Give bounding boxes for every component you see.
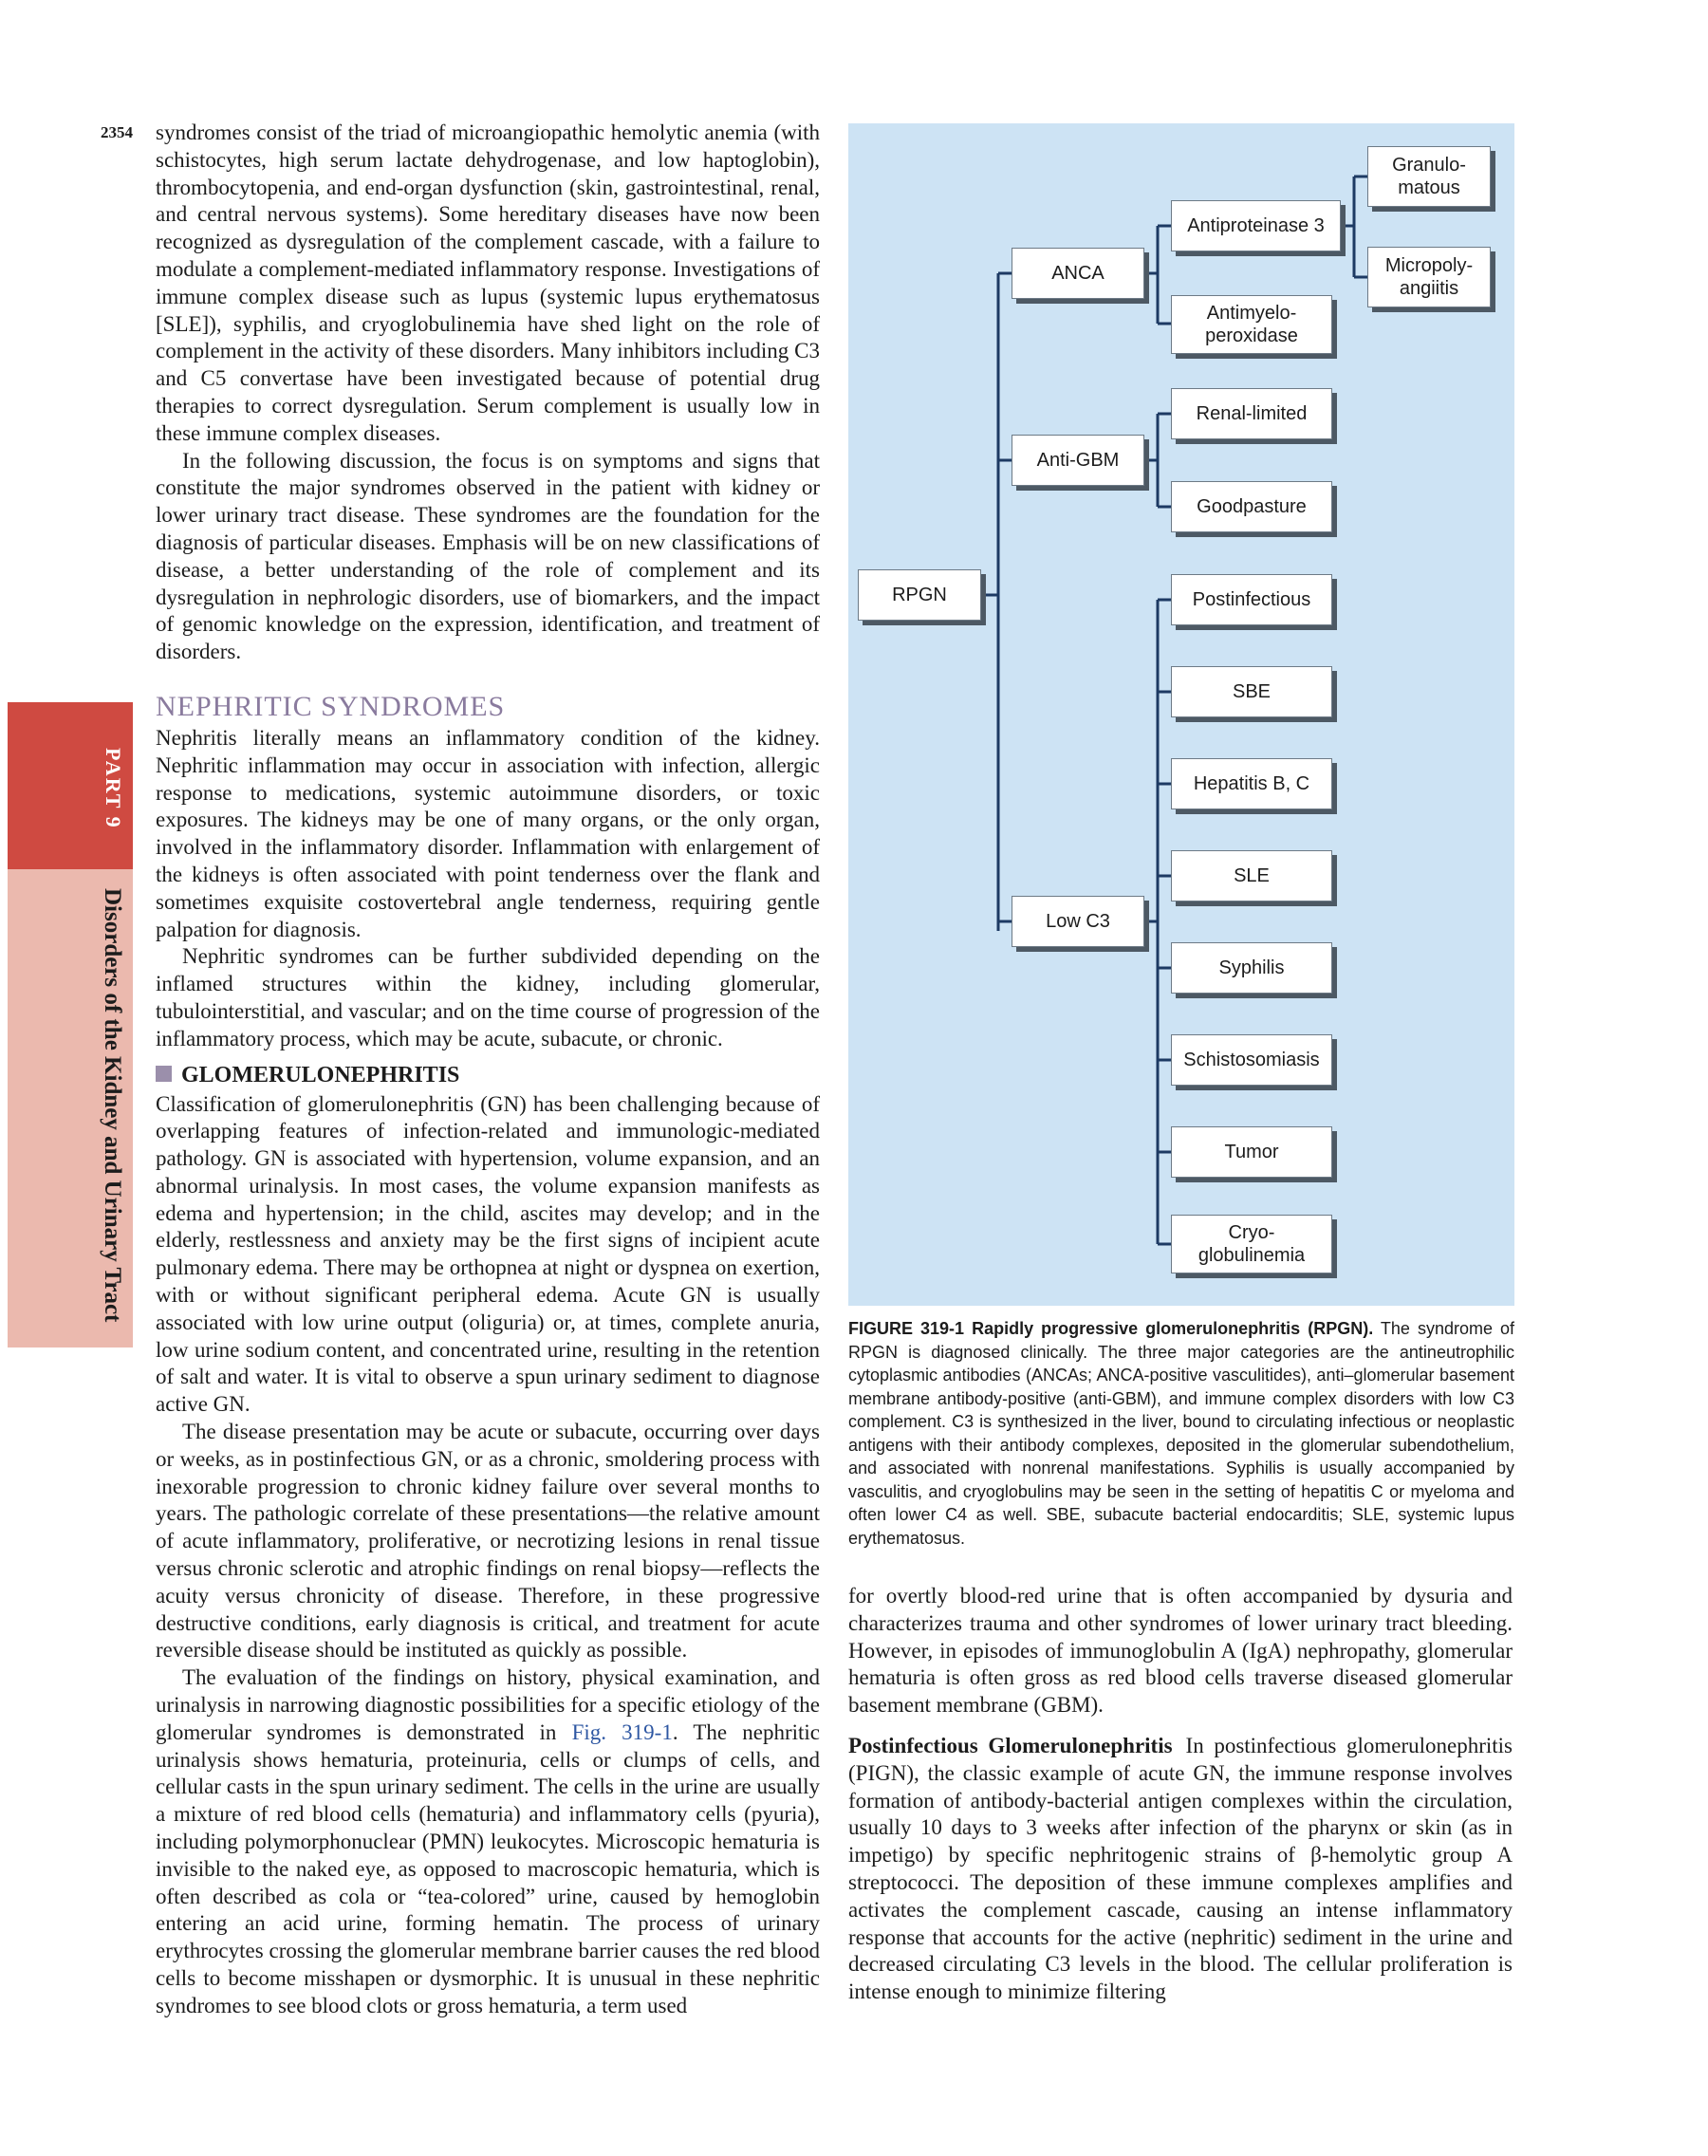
node-antimyeloperoxidase: Antimyelo- peroxidase [1171,295,1332,354]
intro-paragraph: syndromes consist of the triad of microangiopathic hemolytic anemia (with schistocytes, high serum lactate dehydrogenase, and low haptoglobin), thrombocytopenia, and end-organ dysfunction (skin, gastrointestinal, renal, and central nervous systems). Some hereditary diseases have now been recognized as dysregulation of the complement cascade, with a failure to modulate a complement-mediated inflammatory response. Investigations of immune complex disease such as lupus (systemic lupus erythematosus [SLE]), syphilis, and cryoglobulinemia have shed light on the role of complement in the activity of these disorders. Many inhibitors including C3 and C5 convertase have been investigated because of potential drug therapies to correct dysregulation. Serum complement is usually low in these immune complex diseases. [156,121,820,445]
gn-subheading-text: GLOMERULONEPHRITIS [181,1062,460,1087]
right-column [848,1583,1513,2006]
connector-antigbm [1144,414,1171,507]
left-column [156,120,820,2020]
node-anti-gbm: Anti-GBM [1012,435,1144,486]
side-tab [8,702,133,1348]
figure-caption [848,1317,1514,1550]
gn-paragraph-3 [156,1664,820,2019]
discussion-paragraph: In the following discussion, the focus is on symptoms and signs that constitute the major syndromes observed in the patient with kidney or lower urinary tract disease. These syndromes are the foundation for the diagnosis of particular diseases. Emphasis will be on new classifications of disease, a better understanding of the role of complement and its dysregulation in nephrologic disorders, use of biomarkers, and the impact of genomic knowledge on the expression, identification, and treatment of disorders. [156,448,820,664]
section-heading: NEPHRITIC SYNDROMES [156,690,506,722]
node-rpgn: RPGN [858,569,981,621]
figure-link[interactable]: Fig. 319-1 [571,1719,673,1744]
node-tumor: Tumor [1171,1126,1332,1178]
pign-text: In postinfectious glomerulonephritis (PIGN), the classic example of acute GN, the immune response involves formation of antibody-bacterial antigen complexes within the circulation, usually 10 days to 3 weeks after infection of the pharynx or skin (as in impetigo) by specific nephritogenic strains of β-hemolytic group A streptococci. The deposition of these immune complexes amplifies and activates the complement cascade, causing an intense inflammatory response that accounts for the active (nephritic) sediment in the urine and decreased circulating C3 levels in the blood. The cellular proliferation is intense enough to minimize filtering [848,1733,1513,2004]
gn-subheading [156,1061,820,1089]
connector-lowc3 [1144,600,1171,1244]
node-sbe: SBE [1171,666,1332,717]
connector-root [981,273,1012,931]
pign-paragraph [848,1733,1513,2006]
connector-antiproteinase [1341,177,1367,277]
node-sle: SLE [1171,850,1332,901]
side-tab-part-label: PART 9 [102,748,125,829]
node-low-c3: Low C3 [1012,896,1144,947]
figure-caption-label: FIGURE 319-1 Rapidly progressive glomerulonephritis (RPGN). [848,1319,1374,1338]
figure-caption-text: The syndrome of RPGN is diagnosed clinically. The three major categories are the antineutrophilic cytoplasmic antibodies (ANCAs; ANCA-positive vasculitides), anti–glomerular basement membrane antibody-positive (anti-GBM), and immune complex disorders with low C3 complement. C3 is synthesized in the liver, bound to circulating infectious or neoplastic antigens with their antibody complexes, deposited in the glomerular subendothelium, and associated with nonrenal manifestations. Syphilis is usually accompanied by vasculitis, and cryoglobulins may be seen in the setting of hepatitis C or myeloma and often lower C4 as well. SBE, subacute bacterial endocarditis; SLE, systemic lupus erythematosus. [848,1319,1514,1548]
nephritic-paragraph-2: Nephritic syndromes can be further subdivided depending on the inflamed structures within the kidney, including glomerular, tubulointerstitial, and vascular; and on the time course of progression of the inflammatory process, which may be acute, subacute, or chronic. [156,944,820,1050]
side-tab-part [8,702,133,869]
node-postinfectious: Postinfectious [1171,574,1332,625]
node-anca: ANCA [1012,248,1144,299]
node-hepatitis-b-c: Hepatitis B, C [1171,758,1332,809]
gn-paragraph-3-end: . The nephritic urinalysis shows hematuria, proteinuria, cells or clumps of cells, and cellular casts in the spun urinary sediment. The cells in the urine are usually a mixture of red blood cells (hematuria) and inflammatory cells (pyuria), including polymorphonuclear (PMN) leukocytes. Microscopic hematuria is invisible to the naked eye, as opposed to macroscopic hematuria, which is often described as cola or “tea-colored” urine, caused by hemoglobin entering an acid urine, forming hematin. The process of urinary erythrocytes crossing the glomerular membrane barrier causes the red blood cells to become misshapen or dysmorphic. It is unusual in these nephritic syndromes to see blood clots or gross hematuria, a term used [156,1719,821,2017]
gn-paragraph-2: The disease presentation may be acute or subacute, occurring over days or weeks, as in postinfectious GN, or as a chronic, smoldering process with inexorable progression to chronic kidney failure over several months to years. The pathologic correlate of these presentations—the relative amount of acute inflammatory, proliferative, or necrotizing lesions in renal tissue versus chronic sclerotic and atrophic findings on renal biopsy—reflects the acuity versus chronicity of disease. Therefore, in these progressive destructive conditions, early diagnosis is critical, and treatment for acute reversible disease should be instituted as quickly as possible. [156,1420,820,1663]
node-micropolyangiitis: Micropoly- angiitis [1367,247,1491,307]
node-antiproteinase-3: Antiproteinase 3 [1171,200,1341,251]
page-number: 2354 [101,123,133,141]
node-schistosomiasis: Schistosomiasis [1171,1034,1332,1086]
side-tab-title [8,869,133,1348]
continuation-paragraph: for overtly blood-red urine that is often accompanied by dysuria and characterizes trauma and other syndromes of lower urinary tract bleeding. However, in episodes of immunoglobulin A (IgA) nephropathy, glomerular hematuria is often gross as red blood cells traverse diseased glomerular basement membrane (GBM). [848,1584,1513,1718]
node-goodpasture: Goodpasture [1171,481,1332,532]
node-renal-limited: Renal-limited [1171,388,1332,439]
connector-anca [1144,226,1171,324]
gn-paragraph-3-start: The evaluation of the findings on history, physical examination, and urinalysis in narrowing diagnostic possibilities for a specific etiology of the glomerular syndromes is demonstrated in [156,1665,820,1744]
gn-paragraph-1: Classification of glomerulonephritis (GN) has been challenging because of overlapping features of infection-related and immunologic-mediated pathology. GN is associated with hypertension, volume expansion, and an abnormal urinalysis. In most cases, the volume expansion manifests as edema and hypertension; in the child, ascites may develop; and in the elderly, restlessness and anxiety may be the first signs of incipient acute pulmonary edema. There may be orthopnea at night or dyspnea on exertion, with or without significant peripheral edema. Acute GN is usually associated with low urine output (oliguria) or, at times, complete anuria, low urine sodium content, and concentrated urine, resulting in the retention of salt and water. It is vital to observe a spun urinary sediment to diagnose active GN. [156,1091,820,1417]
pign-heading: Postinfectious Glomerulonephritis [848,1733,1173,1757]
nephritic-paragraph-1: Nephritis literally means an inflammatory condition of the kidney. Nephritic inflammation may occur in association with infection, allergic response to medications, systemic autoimmune disorders, or toxic exposures. The kidneys may be one of many organs, or the only organ, involved in the inflammatory disorder. Inflammation with enlargement of the kidneys is often associated with point tenderness over the flank and sometimes exquisite costovertebral angle tenderness, requiring gentle palpation for diagnosis. [156,725,820,941]
node-granulomatous: Granulo- matous [1367,146,1491,207]
square-bullet-icon [156,1066,172,1082]
figure-panel [848,123,1514,1306]
node-syphilis: Syphilis [1171,942,1332,994]
side-tab-title-label: Disorders of the Kidney and Urinary Tract [100,888,125,1323]
node-cryoglobulinemia: Cryo- globulinemia [1171,1215,1332,1273]
